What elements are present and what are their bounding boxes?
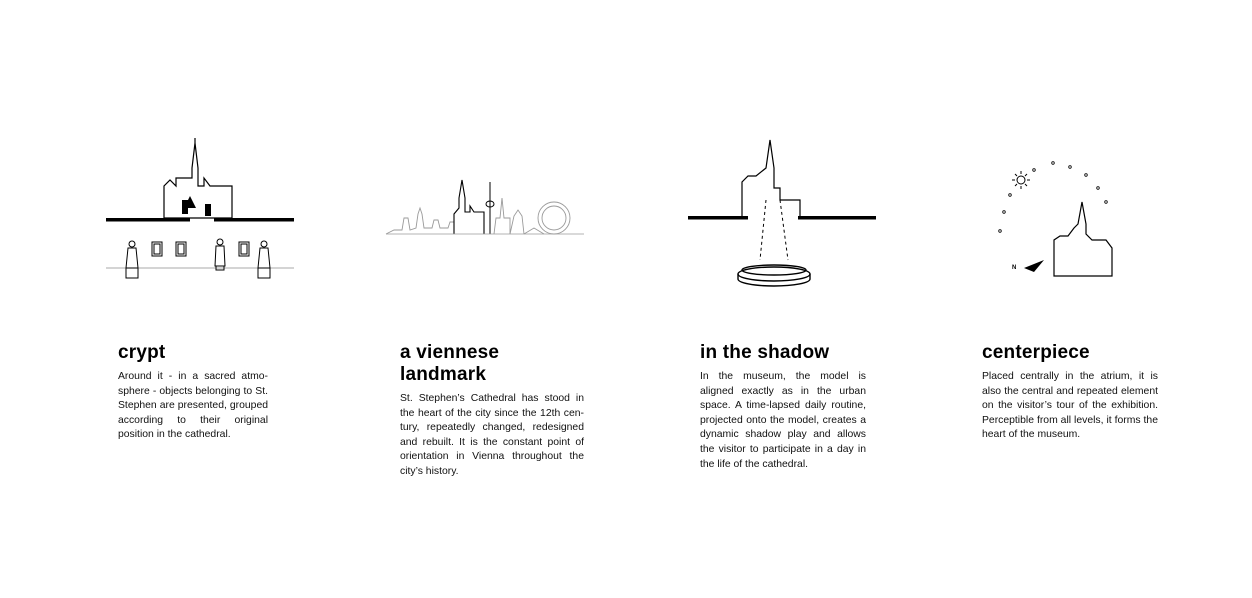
shadow-projection-drawing	[688, 138, 878, 293]
panel-title: a viennese landmark	[400, 342, 500, 385]
sun-path-drawing	[994, 158, 1124, 283]
cathedral-icon	[742, 140, 800, 216]
panel-description: St. Stephen’s Cathedral has stood in the heart of the city since the 12th century, repeatedly changed, redesigned and rebuilt. It is the constant point of orientation in Vienna throughout the city’s history.	[400, 393, 584, 477]
cathedral-icon	[1054, 202, 1112, 276]
panel-shadow	[700, 342, 866, 472]
panel-crypt	[118, 342, 268, 443]
panel-title: in the shadow	[700, 342, 830, 363]
sun-icon	[1012, 171, 1030, 189]
statue-icon	[258, 241, 270, 278]
ground-slab-right	[214, 218, 294, 222]
projection-beam-icon	[760, 200, 788, 260]
panel-description: Around it - in a sacred atmosphere - objects belonging to St. Stephen are presented, grouped according to their original position in the cathedral.	[118, 371, 268, 441]
ground-slab-left	[106, 218, 190, 222]
window-panel-icon	[152, 242, 249, 256]
skyline-illustration	[384, 178, 589, 238]
panel-title: crypt	[118, 342, 166, 363]
centerpiece-illustration	[994, 158, 1124, 283]
sun-path-icon	[999, 162, 1108, 233]
cathedral-icon	[454, 180, 484, 234]
cathedral-icon	[164, 138, 232, 218]
north-label: N	[1012, 265, 1017, 271]
panel-description: Placed centrally in the atrium, it is also the central and repeated element on the visitor’s tour of the exhibition. Perceptible from all levels, it forms the heart of the museum.	[982, 371, 1158, 441]
city-skyline-icon	[386, 198, 570, 234]
panel-centerpiece	[982, 342, 1158, 443]
statue-icon	[215, 239, 225, 270]
crypt-illustration	[104, 138, 299, 283]
panel-landmark	[400, 342, 584, 480]
projector-disc-icon	[738, 265, 810, 286]
panel-title: centerpiece	[982, 342, 1090, 363]
panel-description: In the museum, the model is aligned exactly as in the urban space. A time-lapsed daily routine, projected onto the model, creates a dynamic shadow play and allows the visitor to participate in a day in the life of the cathedral.	[700, 371, 866, 470]
tower-icon	[486, 182, 494, 234]
crypt-section-drawing	[104, 138, 299, 283]
vienna-skyline-drawing	[384, 178, 589, 238]
shadow-illustration	[688, 138, 878, 293]
north-arrow-icon	[1012, 260, 1044, 272]
statue-icon	[126, 241, 138, 278]
